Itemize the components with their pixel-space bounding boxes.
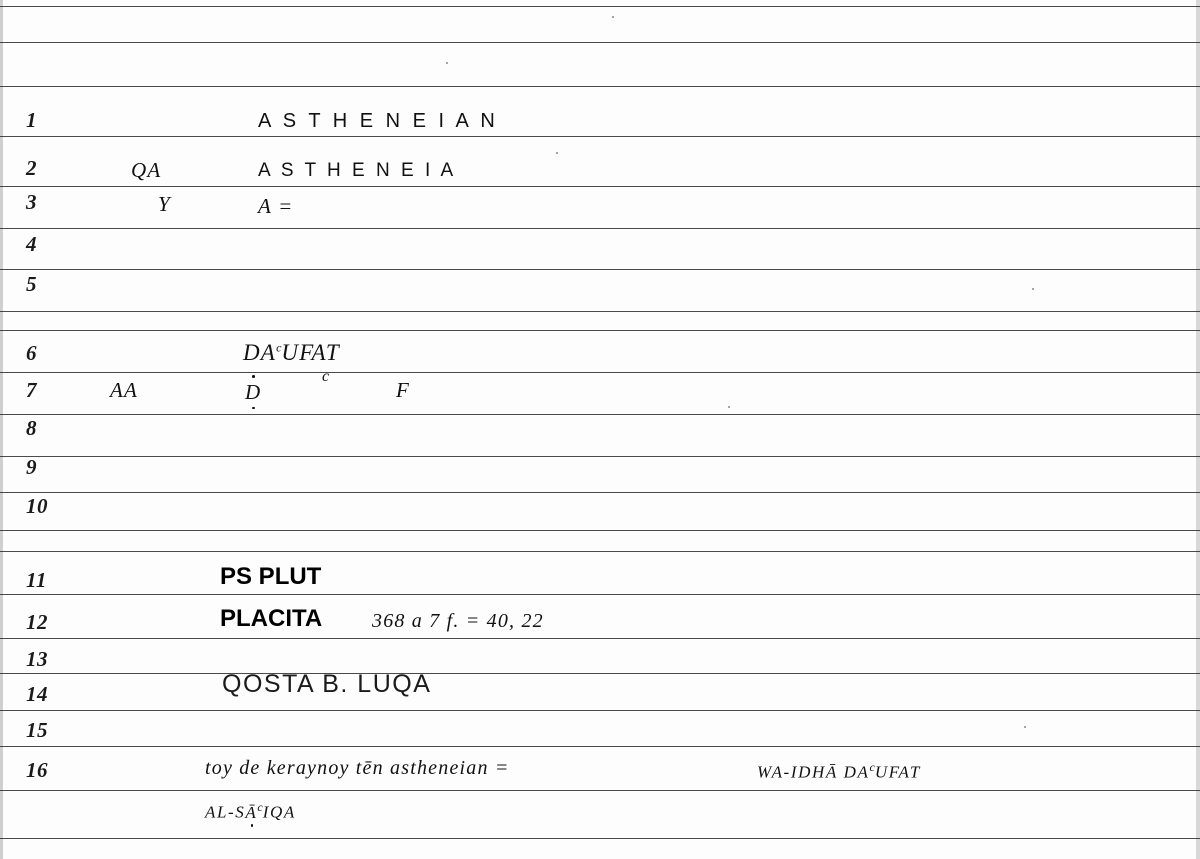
rule-line	[0, 86, 1200, 87]
line-number: 13	[26, 647, 48, 671]
rule-line	[0, 530, 1200, 531]
arabic-gloss-tail: UFAT	[281, 340, 340, 365]
lemma-y-tag: Y	[158, 192, 171, 216]
lemma-qa: A S T H E N E I A	[258, 160, 457, 181]
aa-superscript: c	[322, 368, 331, 385]
rule-line	[0, 269, 1200, 270]
lemma-qa-tag: QA	[131, 158, 162, 182]
rule-line	[0, 311, 1200, 312]
line-number: 6	[26, 341, 37, 365]
reference: 368 a 7 f. = 40, 22	[372, 610, 544, 632]
scan-speck	[728, 406, 730, 408]
rule-line	[0, 42, 1200, 43]
source-stamp-placita: PLACITA	[220, 605, 323, 632]
rule-line	[0, 594, 1200, 595]
arabic-gloss-superscript: c	[276, 340, 282, 355]
translator: QOSTA B. LUQA	[222, 670, 432, 698]
arabic-quote-line-1	[757, 760, 921, 783]
line-number: 12	[26, 610, 48, 634]
arabic-quote-1-tail: UFAT	[874, 762, 921, 782]
line-number: 14	[26, 682, 48, 706]
rule-line	[0, 710, 1200, 711]
aa-f: F	[396, 378, 411, 402]
card-right-edge	[1196, 0, 1200, 859]
rule-line	[0, 551, 1200, 552]
line-number: 9	[26, 455, 37, 479]
rule-line	[0, 414, 1200, 415]
rule-line	[0, 456, 1200, 457]
line-number: 10	[26, 494, 48, 518]
line-number: 16	[26, 758, 48, 782]
line-number: 1	[26, 108, 37, 132]
rule-line	[0, 228, 1200, 229]
headword: A S T H E N E I A N	[258, 110, 499, 132]
rule-line	[0, 6, 1200, 7]
aa-letter: D	[245, 380, 262, 404]
arabic-gloss-main: DA	[243, 340, 277, 365]
line-number: 4	[26, 232, 37, 256]
rule-line	[0, 136, 1200, 137]
line-number: 5	[26, 272, 37, 296]
line-number: 7	[26, 378, 37, 402]
rule-line	[0, 673, 1200, 674]
rule-line	[0, 186, 1200, 187]
rule-line	[0, 492, 1200, 493]
line-number: 8	[26, 416, 37, 440]
scan-speck	[1032, 288, 1034, 290]
line-number: 11	[26, 568, 47, 592]
arabic-quote-1-superscript: c	[869, 760, 875, 774]
rule-line	[0, 638, 1200, 639]
card-left-edge	[0, 0, 3, 859]
scan-speck	[1024, 726, 1026, 728]
arabic-quote-1-main: WA-IDHĀ DA	[757, 762, 870, 782]
scan-speck	[446, 62, 448, 64]
rule-line	[0, 746, 1200, 747]
line-number: 15	[26, 718, 48, 742]
arabic-quote-2-a: AL-S	[205, 802, 246, 822]
line-number: 2	[26, 156, 37, 180]
arabic-gloss	[243, 340, 340, 366]
arabic-quote-2-tail: IQA	[262, 802, 296, 822]
arabic-quote-line-2	[205, 800, 296, 823]
arabic-quote-2-b: Ā	[245, 802, 258, 822]
rule-line	[0, 838, 1200, 839]
source-stamp-ps-plut: PS PLUT	[220, 563, 322, 590]
arabic-quote-2-superscript: c	[257, 800, 263, 814]
scan-speck	[556, 152, 558, 154]
rule-line	[0, 372, 1200, 373]
rule-line	[0, 790, 1200, 791]
greek-quote: toy de keraynoy tēn astheneian =	[205, 757, 510, 779]
lemma-y: A =	[258, 194, 294, 218]
line-number: 3	[26, 190, 37, 214]
rule-line	[0, 330, 1200, 331]
scan-speck	[612, 16, 614, 18]
aa-tag: AA	[110, 378, 139, 402]
